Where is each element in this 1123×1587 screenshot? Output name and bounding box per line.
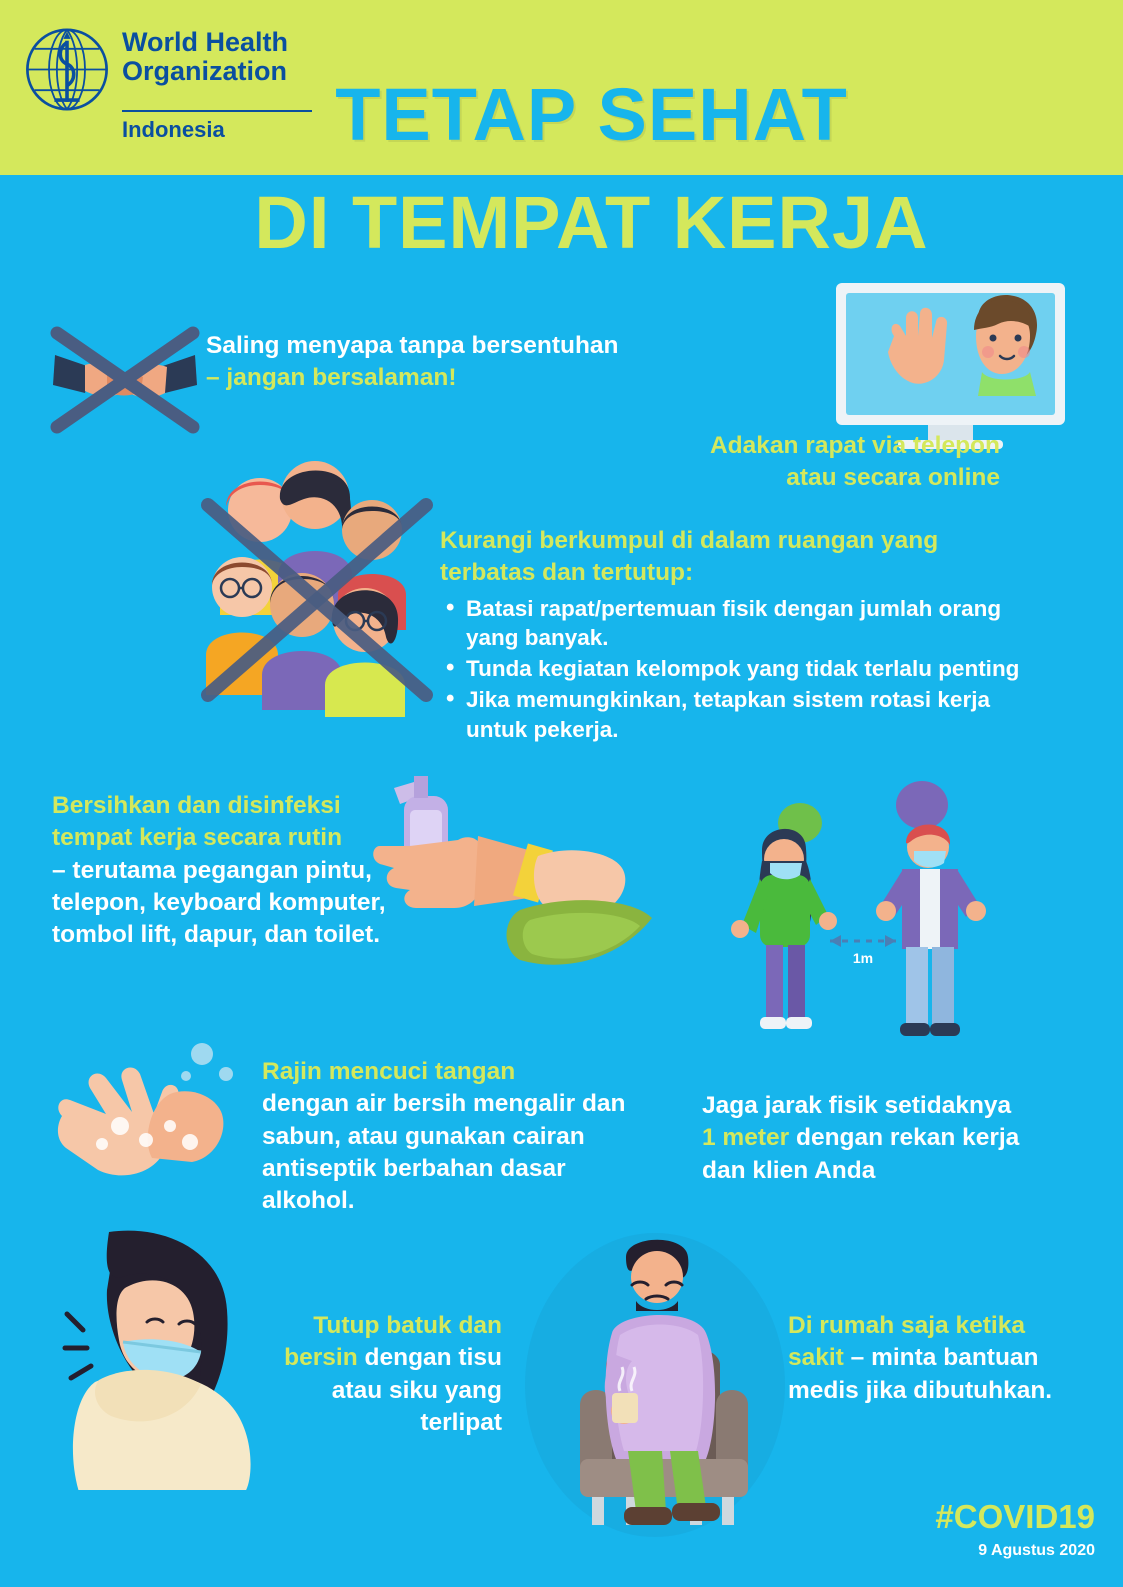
crossed-handshake-icon <box>45 315 205 445</box>
sick-person-armchair-icon <box>520 1215 785 1540</box>
cough-highlight2: bersin <box>284 1344 358 1372</box>
cough-text <box>262 1310 502 1439</box>
stayhome-highlight1: Di rumah saja ketika <box>788 1312 1025 1339</box>
covid-hashtag: #COVID19 <box>935 1498 1095 1535</box>
distancing-part2: dengan rekan kerja <box>795 1124 1020 1152</box>
handwashing-rest: dengan air bersih mengalir dan sabun, atau gunakan cairan antiseptik berbahan dasar alkohol. <box>262 1090 626 1215</box>
stayhome-rest2: medis jika dibutuhkan. <box>788 1376 1053 1404</box>
page-title-line2: DI TEMPAT KERJA <box>254 181 929 264</box>
stayhome-highlight2: sakit <box>788 1344 844 1372</box>
greeting-text <box>206 330 726 395</box>
meeting-line2: atau secara online <box>786 464 1000 492</box>
stayhome-text <box>788 1310 1098 1407</box>
distancing-text <box>702 1090 1092 1187</box>
cleaning-rest: – terutama pegangan pintu, telepon, keyboard komputer, tombol lift, dapur, dan toilet. <box>52 856 386 949</box>
who-country: Indonesia <box>122 110 312 143</box>
gathering-bullet-list <box>440 594 1040 744</box>
gathering-heading2: terbatas dan tertutup: <box>440 559 694 587</box>
list-item: • Batasi rapat/pertemuan fisik dengan jumlah orang yang banyak. <box>440 594 1040 653</box>
cough-rest1: dengan tisu <box>364 1344 502 1372</box>
cleaning-text <box>52 790 452 952</box>
crossed-crowd-icon <box>190 455 440 725</box>
who-org-line1: World Health <box>122 27 289 57</box>
greeting-line2: – jangan bersalaman! <box>206 364 457 392</box>
cough-highlight1: Tutup batuk dan <box>313 1312 502 1339</box>
handwashing-text <box>262 1056 642 1218</box>
who-org-line2: Organization <box>122 56 288 87</box>
cleaning-highlight2: tempat kerja secara rutin <box>52 824 343 852</box>
poster-date: 9 Agustus 2020 <box>978 1542 1095 1559</box>
meeting-line1: Adakan rapat via telepon <box>709 432 1000 459</box>
stayhome-rest1: – minta bantuan <box>850 1344 1039 1372</box>
distance-label: 1m <box>852 950 874 966</box>
two-people-distance-icon <box>710 775 1010 1065</box>
washing-hands-icon <box>50 1030 255 1190</box>
distancing-highlight: 1 meter <box>702 1124 790 1152</box>
gathering-heading1: Kurangi berkumpul di dalam ruangan yang <box>440 527 939 554</box>
distancing-part3: dan klien Anda <box>702 1156 876 1184</box>
list-item: • Tunda kegiatan kelompok yang tidak terlalu penting <box>440 654 1040 683</box>
greeting-line1: Saling menyapa tanpa bersentuhan <box>206 332 619 359</box>
list-item: • Jika memungkinkan, tetapkan sistem rotasi kerja untuk pekerja. <box>440 685 1040 744</box>
gathering-text <box>440 525 1040 746</box>
meeting-text <box>520 430 1000 495</box>
handwashing-highlight: Rajin mencuci tangan <box>262 1058 516 1085</box>
page-title-line1: TETAP SEHAT <box>335 73 848 156</box>
cough-rest2: atau siku yang <box>331 1376 502 1404</box>
cleaning-highlight1: Bersihkan dan disinfeksi <box>52 792 341 819</box>
cough-into-elbow-icon <box>55 1230 270 1490</box>
distancing-part1: Jaga jarak fisik setidaknya <box>702 1092 1012 1119</box>
cough-rest3: terlipat <box>420 1408 502 1436</box>
